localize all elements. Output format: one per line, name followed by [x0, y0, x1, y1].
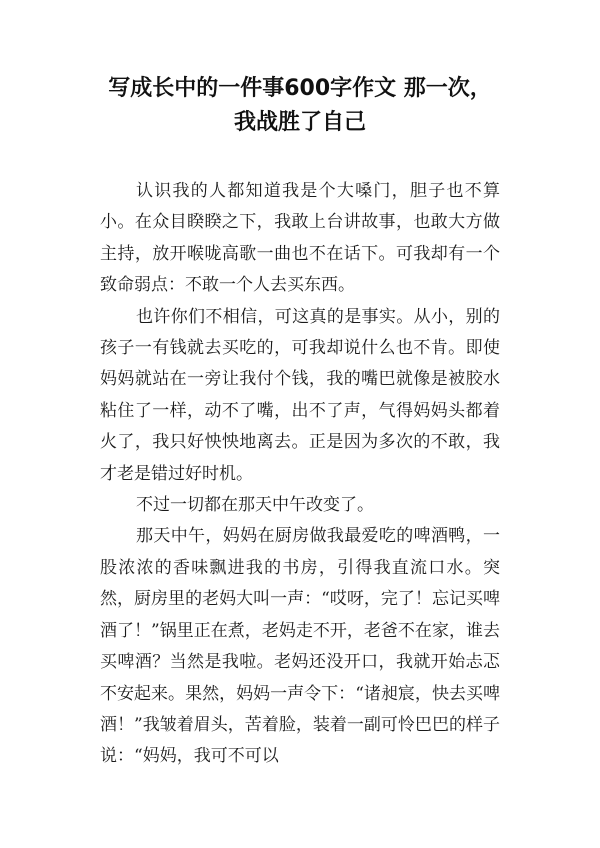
- article-body: [100, 176, 500, 767]
- article-title: [60, 72, 540, 140]
- paragraph-4: 那天中午，妈妈在厨房做我最爱吃的啤酒鸭，一股浓浓的香味飘进我的书房，引得我直流口水。突然，厨房里的老妈大叫一声：“哎呀，完了！忘记买啤酒了！”锅里正在煮，老妈走不开，老爸不在家，谁去买啤酒？当然是我啦。老妈还没开口，我就开始忐忑不安起来。果然，妈妈一声令下：“诸昶宸，快去买啤酒！”我皱着眉头，苦着脸，装着一副可怜巴巴的样子说：“妈妈，我可不可以: [100, 526, 500, 767]
- article-title-line-2: 我战胜了自己: [233, 110, 366, 135]
- article-title-line-1: 写成长中的一件事600字作文 那一次，: [108, 76, 492, 101]
- paragraph-1: 认识我的人都知道我是个大嗓门，胆子也不算小。在众目睽睽之下，我敢上台讲故事，也敢大方做主持，放开喉咙高歌一曲也不在话下。可我却有一个致命弱点：不敢一个人去买东西。: [100, 181, 500, 296]
- paragraph-2: 也许你们不相信，可这真的是事实。从小，别的孩子一有钱就去买吃的，可我却说什么也不肯。即使妈妈就站在一旁让我付个钱，我的嘴巴就像是被胶水粘住了一样，动不了嘴，出不了声，气得妈妈头都着火了，我只好怏怏地离去。正是因为多次的不敢，我才老是错过好时机。: [100, 306, 500, 484]
- paragraph-3: 不过一切都在那天中午改变了。: [136, 495, 374, 516]
